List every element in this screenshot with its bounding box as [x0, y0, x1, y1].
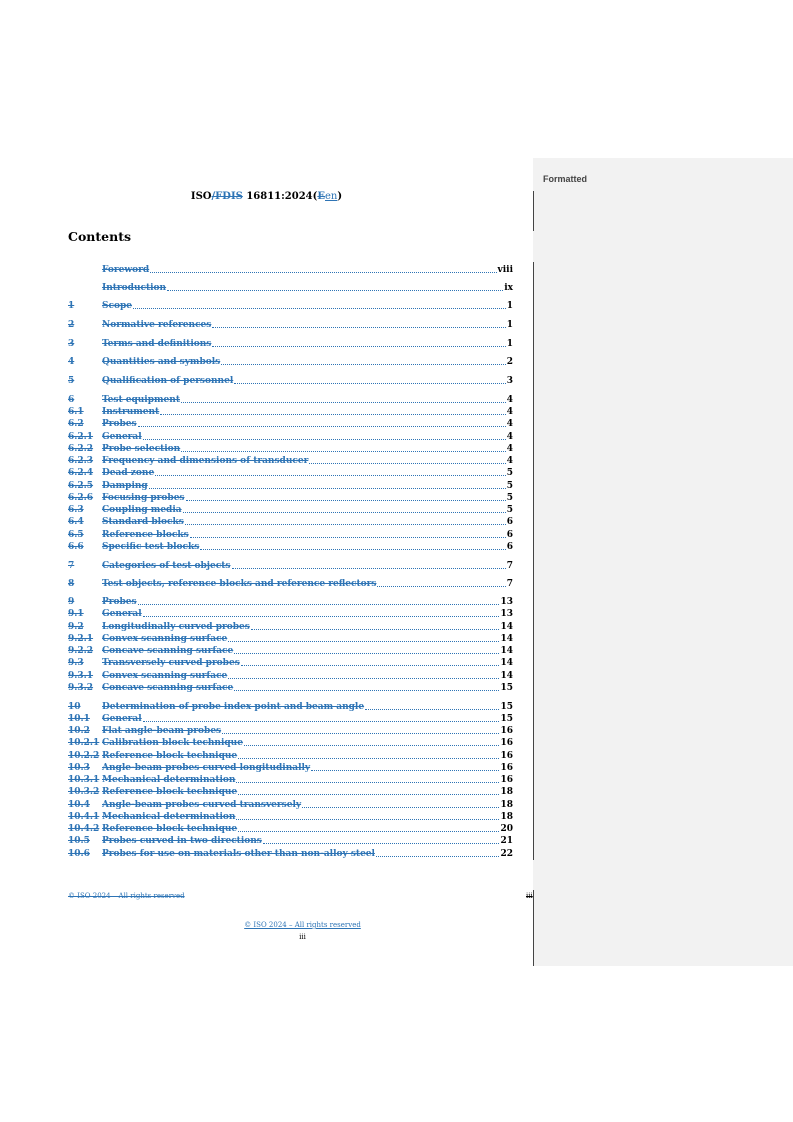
- toc-dot-leader: [190, 536, 506, 538]
- toc-entry-page: 16: [500, 751, 513, 761]
- toc-entry-number: 10.3.1: [68, 775, 100, 785]
- toc-entry-page: 13: [500, 609, 513, 619]
- toc-entry-page: 4: [506, 456, 513, 466]
- toc-entry: [68, 608, 513, 620]
- toc-entry-link[interactable]: [68, 529, 507, 541]
- toc-entry: [68, 670, 513, 682]
- toc-entry-number: 6.2.5: [68, 481, 94, 491]
- toc-entry: [68, 799, 513, 811]
- toc-entry-link[interactable]: [68, 443, 507, 455]
- toc-entry-page: 14: [500, 634, 513, 644]
- toc-entry-link[interactable]: [68, 516, 507, 528]
- toc-entry-title: Concave scanning surface: [102, 646, 234, 656]
- toc-entry-page: 18: [500, 800, 513, 810]
- toc-entry: [68, 578, 513, 590]
- toc-entry-page: 16: [500, 775, 513, 785]
- toc-entry-page: 6: [506, 542, 513, 552]
- change-bar-toc: [533, 262, 534, 860]
- toc-entry-link[interactable]: [68, 560, 507, 572]
- toc-entry-link[interactable]: [68, 750, 500, 762]
- toc-entry-page: 5: [506, 481, 513, 491]
- toc-entry: [68, 657, 513, 669]
- toc-entry-page: 22: [500, 849, 513, 859]
- toc-entry-title: Instrument: [102, 407, 160, 417]
- toc-entry-number: 4: [68, 357, 75, 367]
- toc-entry-page: 1: [506, 339, 513, 349]
- toc-entry-title: Longitudinally curved probes: [102, 622, 250, 632]
- toc-entry-title: Quantities and symbols: [102, 357, 221, 367]
- toc-entry-link[interactable]: [68, 455, 507, 467]
- toc-entry: [68, 455, 513, 467]
- toc-dot-leader: [234, 382, 506, 384]
- toc-entry: [68, 596, 513, 608]
- toc-entry-number: 6.1: [68, 407, 84, 417]
- footer-page-number: iii: [299, 933, 306, 941]
- toc-entry-page: 7: [506, 561, 513, 571]
- toc-entry-number: 6.2: [68, 419, 84, 429]
- toc-entry-number: 5: [68, 376, 75, 386]
- toc-entry-title: Probes for use on materials other than non-alloy steel: [102, 849, 375, 859]
- toc-entry-page: 14: [500, 658, 513, 668]
- toc-entry-title: Probe selection: [102, 444, 181, 454]
- document-header: [0, 191, 533, 202]
- toc-entry-number: 9.2.2: [68, 646, 94, 656]
- toc-entry-title: Introduction: [102, 283, 167, 293]
- toc-entry-link[interactable]: [68, 786, 500, 798]
- toc-entry-page: 16: [500, 738, 513, 748]
- toc-dot-leader: [155, 474, 506, 476]
- toc-entry-link[interactable]: [68, 338, 507, 350]
- toc-entry: [68, 431, 513, 443]
- toc-entry-title: Foreword: [102, 265, 150, 275]
- toc-entry-number: 10.3.2: [68, 787, 100, 797]
- toc-entry: [68, 319, 513, 331]
- toc-entry-link[interactable]: [68, 264, 498, 276]
- toc-entry-title: Concave scanning surface: [102, 683, 234, 693]
- toc-entry-link[interactable]: [68, 282, 504, 294]
- toc-entry-title: Scope: [102, 301, 133, 311]
- toc-entry-link[interactable]: [68, 394, 507, 406]
- toc-entry-page: 4: [506, 432, 513, 442]
- toc-entry: [68, 418, 513, 430]
- toc-dot-leader: [302, 806, 499, 808]
- toc-entry-number: 6.5: [68, 530, 84, 540]
- toc-dot-leader: [222, 732, 499, 734]
- toc-dot-leader: [183, 511, 506, 513]
- toc-entry-number: 9.1: [68, 609, 84, 619]
- toc-entry-page: 18: [500, 812, 513, 822]
- toc-dot-leader: [365, 708, 499, 710]
- toc-entry-link[interactable]: [68, 578, 507, 590]
- toc-entry-link[interactable]: [68, 823, 500, 835]
- toc-entry-number: 6.2.3: [68, 456, 94, 466]
- toc-entry-number: 10.6: [68, 849, 90, 859]
- toc-dot-leader: [241, 664, 500, 666]
- toc-entry-title: Angle-beam probes curved longitudinally: [102, 763, 311, 773]
- toc-dot-leader: [149, 487, 506, 489]
- contents-heading: Contents: [68, 229, 132, 244]
- toc-entry: [68, 737, 513, 749]
- toc-entry-page: 5: [506, 493, 513, 503]
- toc-entry-page: 6: [506, 530, 513, 540]
- toc-entry-link[interactable]: [68, 835, 500, 847]
- toc-entry-title: Specific test blocks: [102, 542, 200, 552]
- toc-dot-leader: [376, 855, 500, 857]
- toc-entry-page: 15: [500, 702, 513, 712]
- toc-dot-leader: [186, 499, 506, 501]
- toc-entry-page: 5: [506, 505, 513, 515]
- toc-entry-title: Test equipment: [102, 395, 180, 405]
- toc-entry-page: 6: [506, 517, 513, 527]
- toc-entry-number: 2: [68, 320, 75, 330]
- toc-entry-title: Probes: [102, 597, 137, 607]
- header-deleted-text: /FDIS: [211, 191, 243, 202]
- toc-entry: [68, 621, 513, 633]
- header-inserted-lang: en: [325, 191, 338, 202]
- toc-dot-leader: [138, 603, 500, 605]
- toc-entry-link[interactable]: [68, 541, 507, 553]
- toc-dot-leader: [238, 830, 499, 832]
- header-prefix: ISO: [190, 191, 212, 202]
- toc-entry-title: Transversely curved probes: [102, 658, 240, 668]
- toc-entry-number: 9.2: [68, 622, 84, 632]
- toc-entry: [68, 443, 513, 455]
- toc-entry-link[interactable]: [68, 406, 507, 418]
- toc-dot-leader: [309, 462, 505, 464]
- toc-entry-link[interactable]: [68, 504, 507, 516]
- toc-entry-link[interactable]: [68, 431, 507, 443]
- toc-entry-number: 9: [68, 597, 75, 607]
- toc-dot-leader: [236, 818, 499, 820]
- toc-entry-number: 9.3.1: [68, 671, 94, 681]
- toc-entry: [68, 480, 513, 492]
- toc-entry-number: 3: [68, 339, 75, 349]
- toc-dot-leader: [263, 842, 500, 844]
- toc-entry-title: Mechanical determination: [102, 775, 236, 785]
- toc-entry-page: 14: [500, 646, 513, 656]
- toc-entry-title: Determination of probe index point and beam angle: [102, 702, 365, 712]
- toc-dot-leader: [236, 781, 499, 783]
- toc-entry: [68, 713, 513, 725]
- toc-entry: [68, 774, 513, 786]
- toc-entry-link[interactable]: [68, 701, 500, 713]
- toc-dot-leader: [160, 413, 506, 415]
- toc-entry-number: 8: [68, 579, 75, 589]
- toc-entry-page: 15: [500, 714, 513, 724]
- toc-entry-title: Reference block technique: [102, 787, 238, 797]
- toc-entry-title: Test objects, reference blocks and reference reflectors: [102, 579, 377, 589]
- toc-entry-link[interactable]: [68, 799, 500, 811]
- toc-entry: [68, 529, 513, 541]
- toc-entry-number: 6.2.6: [68, 493, 94, 503]
- toc-entry: [68, 300, 513, 312]
- toc-dot-leader: [133, 307, 506, 309]
- toc-entry: [68, 338, 513, 350]
- toc-dot-leader: [200, 548, 505, 550]
- toc-entry-number: 10.5: [68, 836, 90, 846]
- toc-entry-number: 10.3: [68, 763, 90, 773]
- toc-entry-title: Mechanical determination: [102, 812, 236, 822]
- toc-dot-leader: [181, 450, 506, 452]
- toc-entry-title: Convex scanning surface: [102, 634, 228, 644]
- toc-entry-page: 15: [500, 683, 513, 693]
- toc-entry-title: Normative references: [102, 320, 212, 330]
- toc-entry-page: 14: [500, 671, 513, 681]
- toc-entry-page: ix: [504, 283, 513, 293]
- comment-pane: [533, 158, 793, 966]
- toc-entry-title: Calibration block technique: [102, 738, 243, 748]
- toc-entry-title: Damping: [102, 481, 148, 491]
- toc-entry-number: 1: [68, 301, 75, 311]
- toc-entry-page: 3: [506, 376, 513, 386]
- toc-dot-leader: [143, 615, 500, 617]
- toc-entry-number: 9.3.2: [68, 683, 94, 693]
- toc-entry-page: 4: [506, 419, 513, 429]
- toc-entry-number: 7: [68, 561, 75, 571]
- toc-entry-title: Terms and definitions: [102, 339, 212, 349]
- toc-entry-link[interactable]: [68, 621, 500, 633]
- toc-entry-title: General: [102, 609, 142, 619]
- toc-entry-link[interactable]: [68, 682, 500, 694]
- toc-entry-page: 4: [506, 444, 513, 454]
- toc-entry: [68, 762, 513, 774]
- toc-dot-leader: [150, 271, 496, 273]
- toc-entry-link[interactable]: [68, 356, 507, 368]
- toc-entry: [68, 811, 513, 823]
- toc-entry: [68, 682, 513, 694]
- toc-entry-link[interactable]: [68, 319, 507, 331]
- toc-entry-number: 9.2.1: [68, 634, 94, 644]
- toc-dot-leader: [138, 425, 506, 427]
- toc-dot-leader: [311, 769, 499, 771]
- toc-entry: [68, 750, 513, 762]
- toc-entry-number: 10.1: [68, 714, 90, 724]
- toc-entry-page: 20: [500, 824, 513, 834]
- toc-entry-number: 6.4: [68, 517, 84, 527]
- toc-entry-link[interactable]: [68, 737, 500, 749]
- toc-entry-link[interactable]: [68, 774, 500, 786]
- toc-dot-leader: [143, 720, 500, 722]
- toc-entry-page: 1: [506, 320, 513, 330]
- toc-entry-page: 13: [500, 597, 513, 607]
- toc-entry-number: 6.2.1: [68, 432, 94, 442]
- toc-entry-number: 6.2.4: [68, 468, 94, 478]
- toc-entry-title: Qualification of personnel: [102, 376, 234, 386]
- toc-entry-title: Reference block technique: [102, 751, 238, 761]
- toc-entry: [68, 406, 513, 418]
- toc-entry: [68, 541, 513, 553]
- toc-entry: [68, 467, 513, 479]
- toc-entry-link[interactable]: [68, 596, 500, 608]
- toc-entry-title: Dead zone: [102, 468, 155, 478]
- toc-dot-leader: [251, 628, 500, 630]
- toc-dot-leader: [238, 793, 499, 795]
- toc-entry-page: 18: [500, 787, 513, 797]
- toc-entry-title: General: [102, 432, 142, 442]
- toc-entry-link[interactable]: [68, 725, 500, 737]
- toc-entry-link[interactable]: [68, 670, 500, 682]
- toc-entry-title: Probes curved in two directions: [102, 836, 262, 846]
- toc-entry: [68, 848, 513, 860]
- toc-entry-number: 6.2.2: [68, 444, 94, 454]
- toc-entry: [68, 786, 513, 798]
- toc-entry-number: 10.2.1: [68, 738, 100, 748]
- toc-entry-page: 2: [506, 357, 513, 367]
- toc-entry-number: 9.3: [68, 658, 84, 668]
- toc-entry-link[interactable]: [68, 811, 500, 823]
- toc-entry-title: Standard blocks: [102, 517, 184, 527]
- footer-copyright: © ISO 2024 – All rights reserved: [244, 921, 361, 929]
- toc-entry-number: 6.3: [68, 505, 84, 515]
- toc-dot-leader: [212, 345, 505, 347]
- toc-entry-link[interactable]: [68, 633, 500, 645]
- toc-dot-leader: [167, 289, 503, 291]
- comment-pane-title: Formatted: [543, 174, 588, 184]
- toc-entry: [68, 356, 513, 368]
- toc-dot-leader: [212, 326, 505, 328]
- toc-entry-number: 6: [68, 395, 75, 405]
- toc-entry-number: 10.4.1: [68, 812, 100, 822]
- toc-entry-number: 10.2: [68, 726, 90, 736]
- toc-dot-leader: [181, 401, 506, 403]
- toc-entry-page: 16: [500, 763, 513, 773]
- toc-entry-title: Reference blocks: [102, 530, 189, 540]
- toc-dot-leader: [221, 363, 505, 365]
- toc-entry: [68, 282, 513, 294]
- toc-entry-title: General: [102, 714, 142, 724]
- toc-entry-page: 14: [500, 622, 513, 632]
- toc-entry-title: Frequency and dimensions of transducer: [102, 456, 309, 466]
- toc-entry-link[interactable]: [68, 713, 500, 725]
- toc-entry: [68, 835, 513, 847]
- toc-entry-link[interactable]: [68, 645, 500, 657]
- toc-entry-number: 10.4.2: [68, 824, 100, 834]
- toc-dot-leader: [244, 744, 500, 746]
- toc-entry-link[interactable]: [68, 762, 500, 774]
- footer-deleted-page-number: iii: [526, 892, 533, 900]
- toc-entry-page: 7: [506, 579, 513, 589]
- toc-entry-page: 1: [506, 301, 513, 311]
- toc-entry-title: Focusing probes: [102, 493, 185, 503]
- header-suffix: ): [337, 191, 343, 202]
- toc-entry-title: Convex scanning surface: [102, 671, 228, 681]
- toc-entry-number: 10.2.2: [68, 751, 100, 761]
- toc-dot-leader: [234, 689, 499, 691]
- toc-entry: [68, 264, 513, 276]
- toc-entry-title: Categories of test objects: [102, 561, 231, 571]
- toc-dot-leader: [377, 585, 505, 587]
- toc-dot-leader: [228, 677, 499, 679]
- toc-entry-number: 10.4: [68, 800, 90, 810]
- toc-entry-number: 10: [68, 702, 81, 712]
- toc-entry-page: viii: [497, 265, 513, 275]
- toc-dot-leader: [234, 652, 499, 654]
- toc-entry-page: 21: [500, 836, 513, 846]
- toc-entry-title: Angle-beam probes curved transversely: [102, 800, 302, 810]
- toc-entry-number: 6.6: [68, 542, 84, 552]
- toc-entry-title: Reference block technique: [102, 824, 238, 834]
- toc-dot-leader: [232, 567, 506, 569]
- toc-entry: [68, 633, 513, 645]
- toc-entry: [68, 492, 513, 504]
- toc-entry-title: Probes: [102, 419, 137, 429]
- toc-entry: [68, 725, 513, 737]
- toc-dot-leader: [143, 438, 506, 440]
- toc-dot-leader: [185, 523, 506, 525]
- toc-entry-title: Coupling media: [102, 505, 182, 515]
- toc-entry: [68, 516, 513, 528]
- toc-entry: [68, 701, 513, 713]
- toc-entry-link[interactable]: [68, 848, 500, 860]
- toc-entry-title: Flat angle-beam probes: [102, 726, 222, 736]
- toc-entry-link[interactable]: [68, 480, 507, 492]
- toc-entry-page: 16: [500, 726, 513, 736]
- toc-entry-link[interactable]: [68, 375, 507, 387]
- toc-entry-page: 5: [506, 468, 513, 478]
- toc-entry-link[interactable]: [68, 467, 507, 479]
- toc-entry: [68, 504, 513, 516]
- change-bar-header: [533, 191, 534, 231]
- toc-entry: [68, 560, 513, 572]
- toc-entry-link[interactable]: [68, 492, 507, 504]
- toc-entry: [68, 375, 513, 387]
- toc-entry: [68, 645, 513, 657]
- toc-dot-leader: [238, 757, 499, 759]
- toc-entry-link[interactable]: [68, 657, 500, 669]
- toc-entry-page: 4: [506, 407, 513, 417]
- toc-entry: [68, 823, 513, 835]
- toc-entry-link[interactable]: [68, 608, 500, 620]
- header-standard: 16811:2024(: [242, 191, 318, 202]
- toc-entry-page: 4: [506, 395, 513, 405]
- toc-entry-link[interactable]: [68, 300, 507, 312]
- toc-entry-link[interactable]: [68, 418, 507, 430]
- toc-dot-leader: [228, 640, 499, 642]
- toc-entry: [68, 394, 513, 406]
- footer-deleted-copyright: © ISO 2024 – All rights reserved: [68, 892, 185, 900]
- header-deleted-lang: E: [317, 191, 325, 202]
